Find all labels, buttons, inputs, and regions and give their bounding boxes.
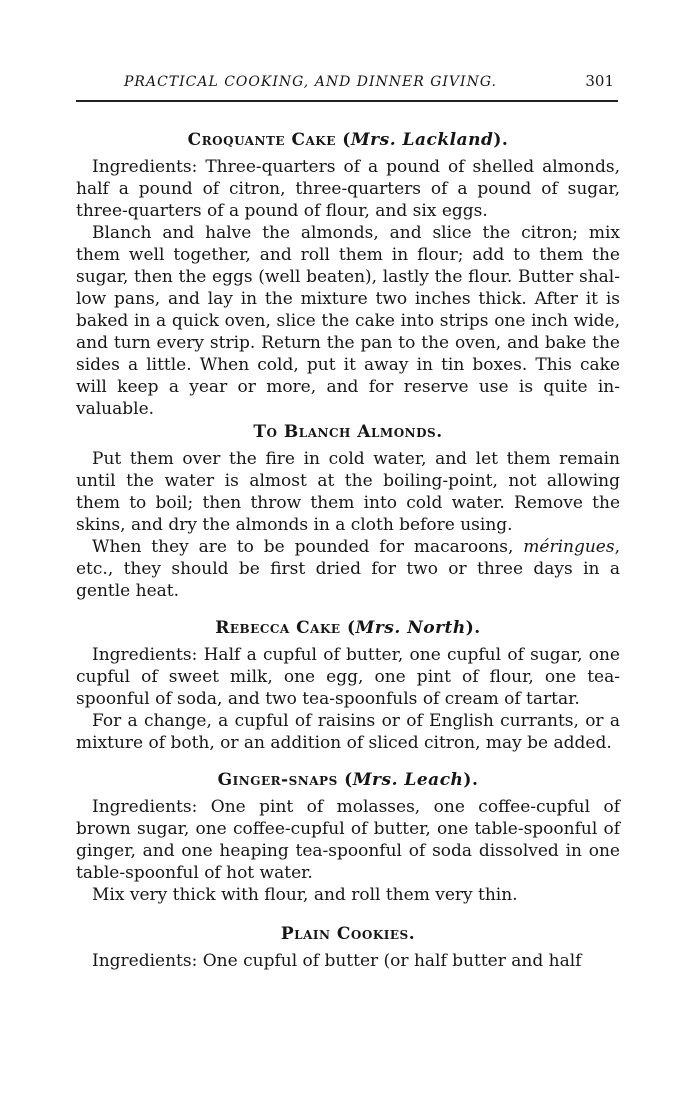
recipe-directions: Blanch and halve the almonds, and slice the citron; mix them well together, and roll them in flour; add to them the sugar, then the eggs (well beaten), lastly the flour. Butter shallow pans, and lay in the mixture two inches thick. After it is baked in a quick oven, slice the cake into strips one inch wide, and turn every strip. Return the pan to the oven, and bake the sides a little. When cold, put it away in tin boxes. This cake will keep a year or more, and for reserve use is quite invaluable. xyxy=(76,223,620,419)
running-title: PRACTICAL COOKING, AND DINNER GIVING. xyxy=(124,74,497,90)
page-number: 301 xyxy=(585,72,614,90)
recipe-note: When they are to be pounded for macaroons, méringues, etc., they should be first dried for two or three days in a gentle heat. xyxy=(76,537,620,601)
recipe-credit: Mrs. Lackland xyxy=(350,130,494,150)
recipe-title-rebecca-cake: Rebecca Cake (Mrs. North). xyxy=(215,618,481,638)
recipe-ingredients: Ingredients: One pint of molasses, one coffee-cupful of brown sugar, one coffee-cupful of butter, one table-spoonful of ginger, and one heaping tea-spoonful of soda dissolved in one table-spoonful of hot water. xyxy=(76,797,620,883)
recipe-directions: For a change, a cupful of raisins or of English currants, or a mixture of both, or an addition of sliced citron, may be added. xyxy=(76,711,620,753)
recipe-title-ginger-snaps: Ginger-snaps (Mrs. Leach). xyxy=(217,770,479,790)
recipe-title-croquante-cake: Croquante Cake (Mrs. Lackland). xyxy=(187,130,509,150)
recipe-ingredients: Ingredients: One cupful of butter (or half butter and half xyxy=(92,951,582,971)
recipe-title-plain-cookies: Plain Cookies. xyxy=(280,924,416,944)
recipe-credit: Mrs. Leach xyxy=(352,770,464,790)
recipe-title-blanch-almonds: To Blanch Almonds. xyxy=(253,422,443,442)
recipe-credit: Mrs. North xyxy=(355,618,466,638)
header-rule xyxy=(76,100,618,102)
running-header xyxy=(76,72,620,90)
recipe-ingredients: Ingredients: Half a cupful of butter, one cupful of sugar, one cupful of sweet milk, one egg, one pint of flour, one teaspoonful of soda, and two tea-spoonfuls of cream of tartar. xyxy=(76,645,620,709)
recipe-directions: Mix very thick with flour, and roll them very thin. xyxy=(92,885,518,905)
recipe-ingredients: Ingredients: Three-quarters of a pound of shelled almonds, half a pound of citron, three-quarters of a pound of sugar, three-quarters of a pound of flour, and six eggs. xyxy=(76,157,620,221)
recipe-directions: Put them over the fire in cold water, and let them remain until the water is almost at the boiling-point, not allowing them to boil; then throw them into cold water. Remove the skins, and dry the almonds in a cloth before using. xyxy=(76,449,620,535)
